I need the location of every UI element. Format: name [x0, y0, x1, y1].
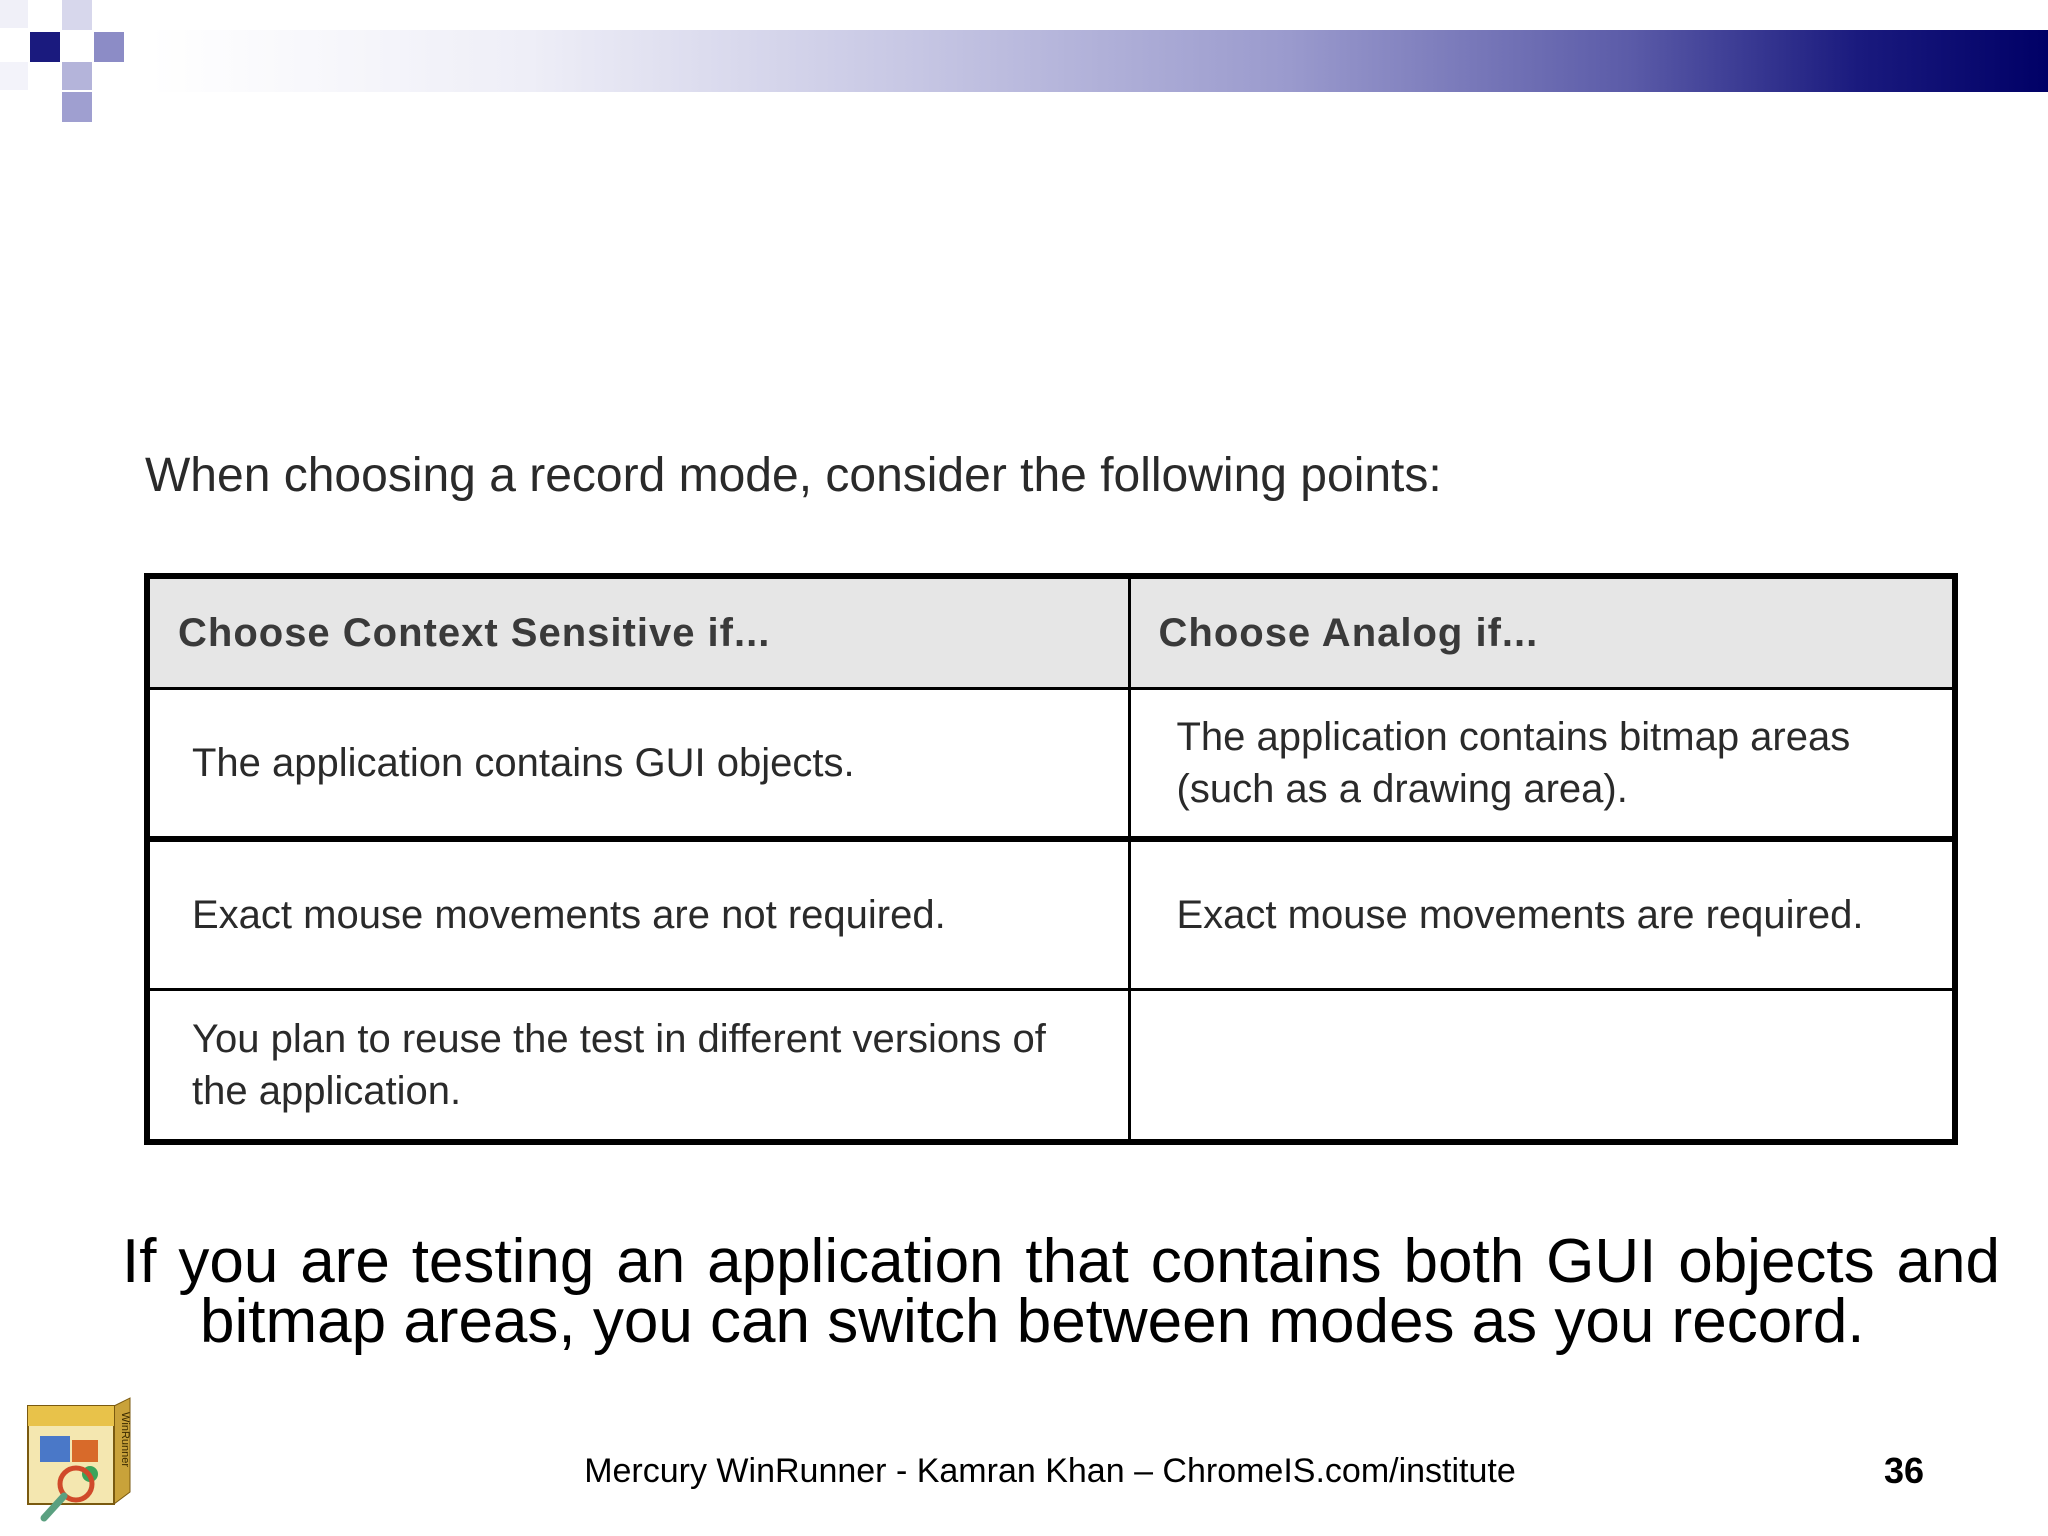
table-cell: You plan to reuse the test in different versions of the application. [147, 990, 1129, 1143]
header-gradient-banner [150, 30, 2048, 92]
decorative-square [94, 32, 124, 62]
table-cell: Exact mouse movements are required. [1129, 839, 1955, 990]
table-row [147, 689, 1955, 840]
record-mode-table [144, 573, 1958, 1145]
table-row [147, 839, 1955, 990]
header-analog: Choose Analog if... [1129, 576, 1955, 689]
intro-text: When choosing a record mode, consider the following points: [145, 449, 1442, 502]
header-context-sensitive: Choose Context Sensitive if... [147, 576, 1129, 689]
decorative-square [0, 62, 28, 90]
decorative-square [30, 32, 60, 62]
decorative-square [62, 62, 92, 90]
logo-label: WinRunner [119, 1412, 131, 1468]
table-cell: The application contains bitmap areas (such as a drawing area). [1129, 689, 1955, 840]
table-cell: The application contains GUI objects. [147, 689, 1129, 840]
table-header-row [147, 576, 1955, 689]
table-cell: Exact mouse movements are not required. [147, 839, 1129, 990]
table-row [147, 990, 1955, 1143]
page-number: 36 [1883, 1450, 1924, 1491]
decorative-square [62, 92, 92, 122]
decorative-square [62, 0, 92, 30]
footer-text: Mercury WinRunner - Kamran Khan – ChromeIS.com/institute [584, 1452, 1516, 1490]
table-cell [1129, 990, 1955, 1143]
decorative-square [0, 0, 28, 28]
body-paragraph: If you are testing an application that contains both GUI objects and bitmap areas, you can switch between modes as you record. [122, 1227, 2000, 1356]
